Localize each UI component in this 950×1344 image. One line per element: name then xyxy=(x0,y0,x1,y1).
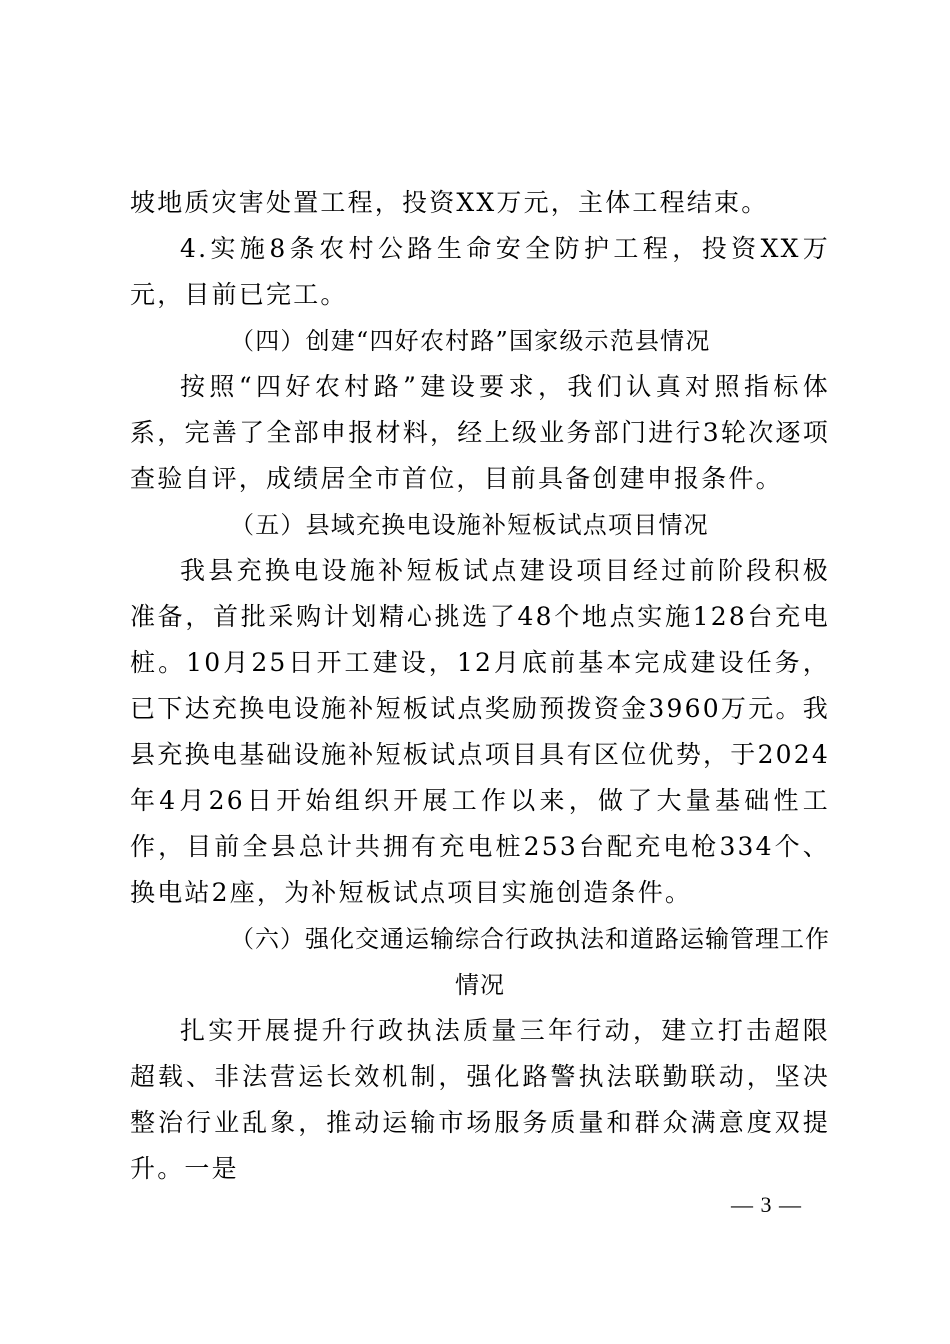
page-number: — 3 — xyxy=(731,1192,802,1217)
paragraph-continuation: 坡地质灾害处置工程，投资XX万元，主体工程结束。 xyxy=(130,188,769,217)
section-heading-6-continuation: 情况 xyxy=(455,971,505,999)
paragraph-section-6: 扎实开展提升行政执法质量三年行动，建立打击超限超载、非法营运长效机制，强化路警执法联勤联动，坚决整治行业乱象，推动运输市场服务质量和群众满意度双提升。一是 xyxy=(130,1016,830,1183)
document-body xyxy=(130,180,830,1192)
paragraph-section-4: 按照“四好农村路”建设要求，我们认真对照指标体系，完善了全部申报材料，经上级业务部门进行3轮次逐项查验自评，成绩居全市首位，目前具备创建申报条件。 xyxy=(130,372,830,493)
section-heading-4: （四）创建“四好农村路”国家级示范县情况 xyxy=(230,327,711,355)
section-heading-5: （五）县域充换电设施补短板试点项目情况 xyxy=(230,511,709,539)
section-heading-6: （六）强化交通运输综合行政执法和道路运输管理工作 xyxy=(230,925,830,953)
paragraph-section-5: 我县充换电设施补短板试点建设项目经过前阶段积极准备，首批采购计划精心挑选了48个地点实施128台充电桩。10月25日开工建设，12月底前基本完成建设任务，已下达充换电设施补短板试点奖励预拨资金3960万元。我县充换电基础设施补短板试点项目具有区位优势，于2024年4月26日开始组织开展工作以来，做了大量基础性工作，目前全县总计共拥有充电桩253台配充电枪334个、换电站2座，为补短板试点项目实施创造条件。 xyxy=(130,556,830,907)
paragraph-item-4: 4.实施8条农村公路生命安全防护工程，投资XX万元，目前已完工。 xyxy=(130,234,830,309)
